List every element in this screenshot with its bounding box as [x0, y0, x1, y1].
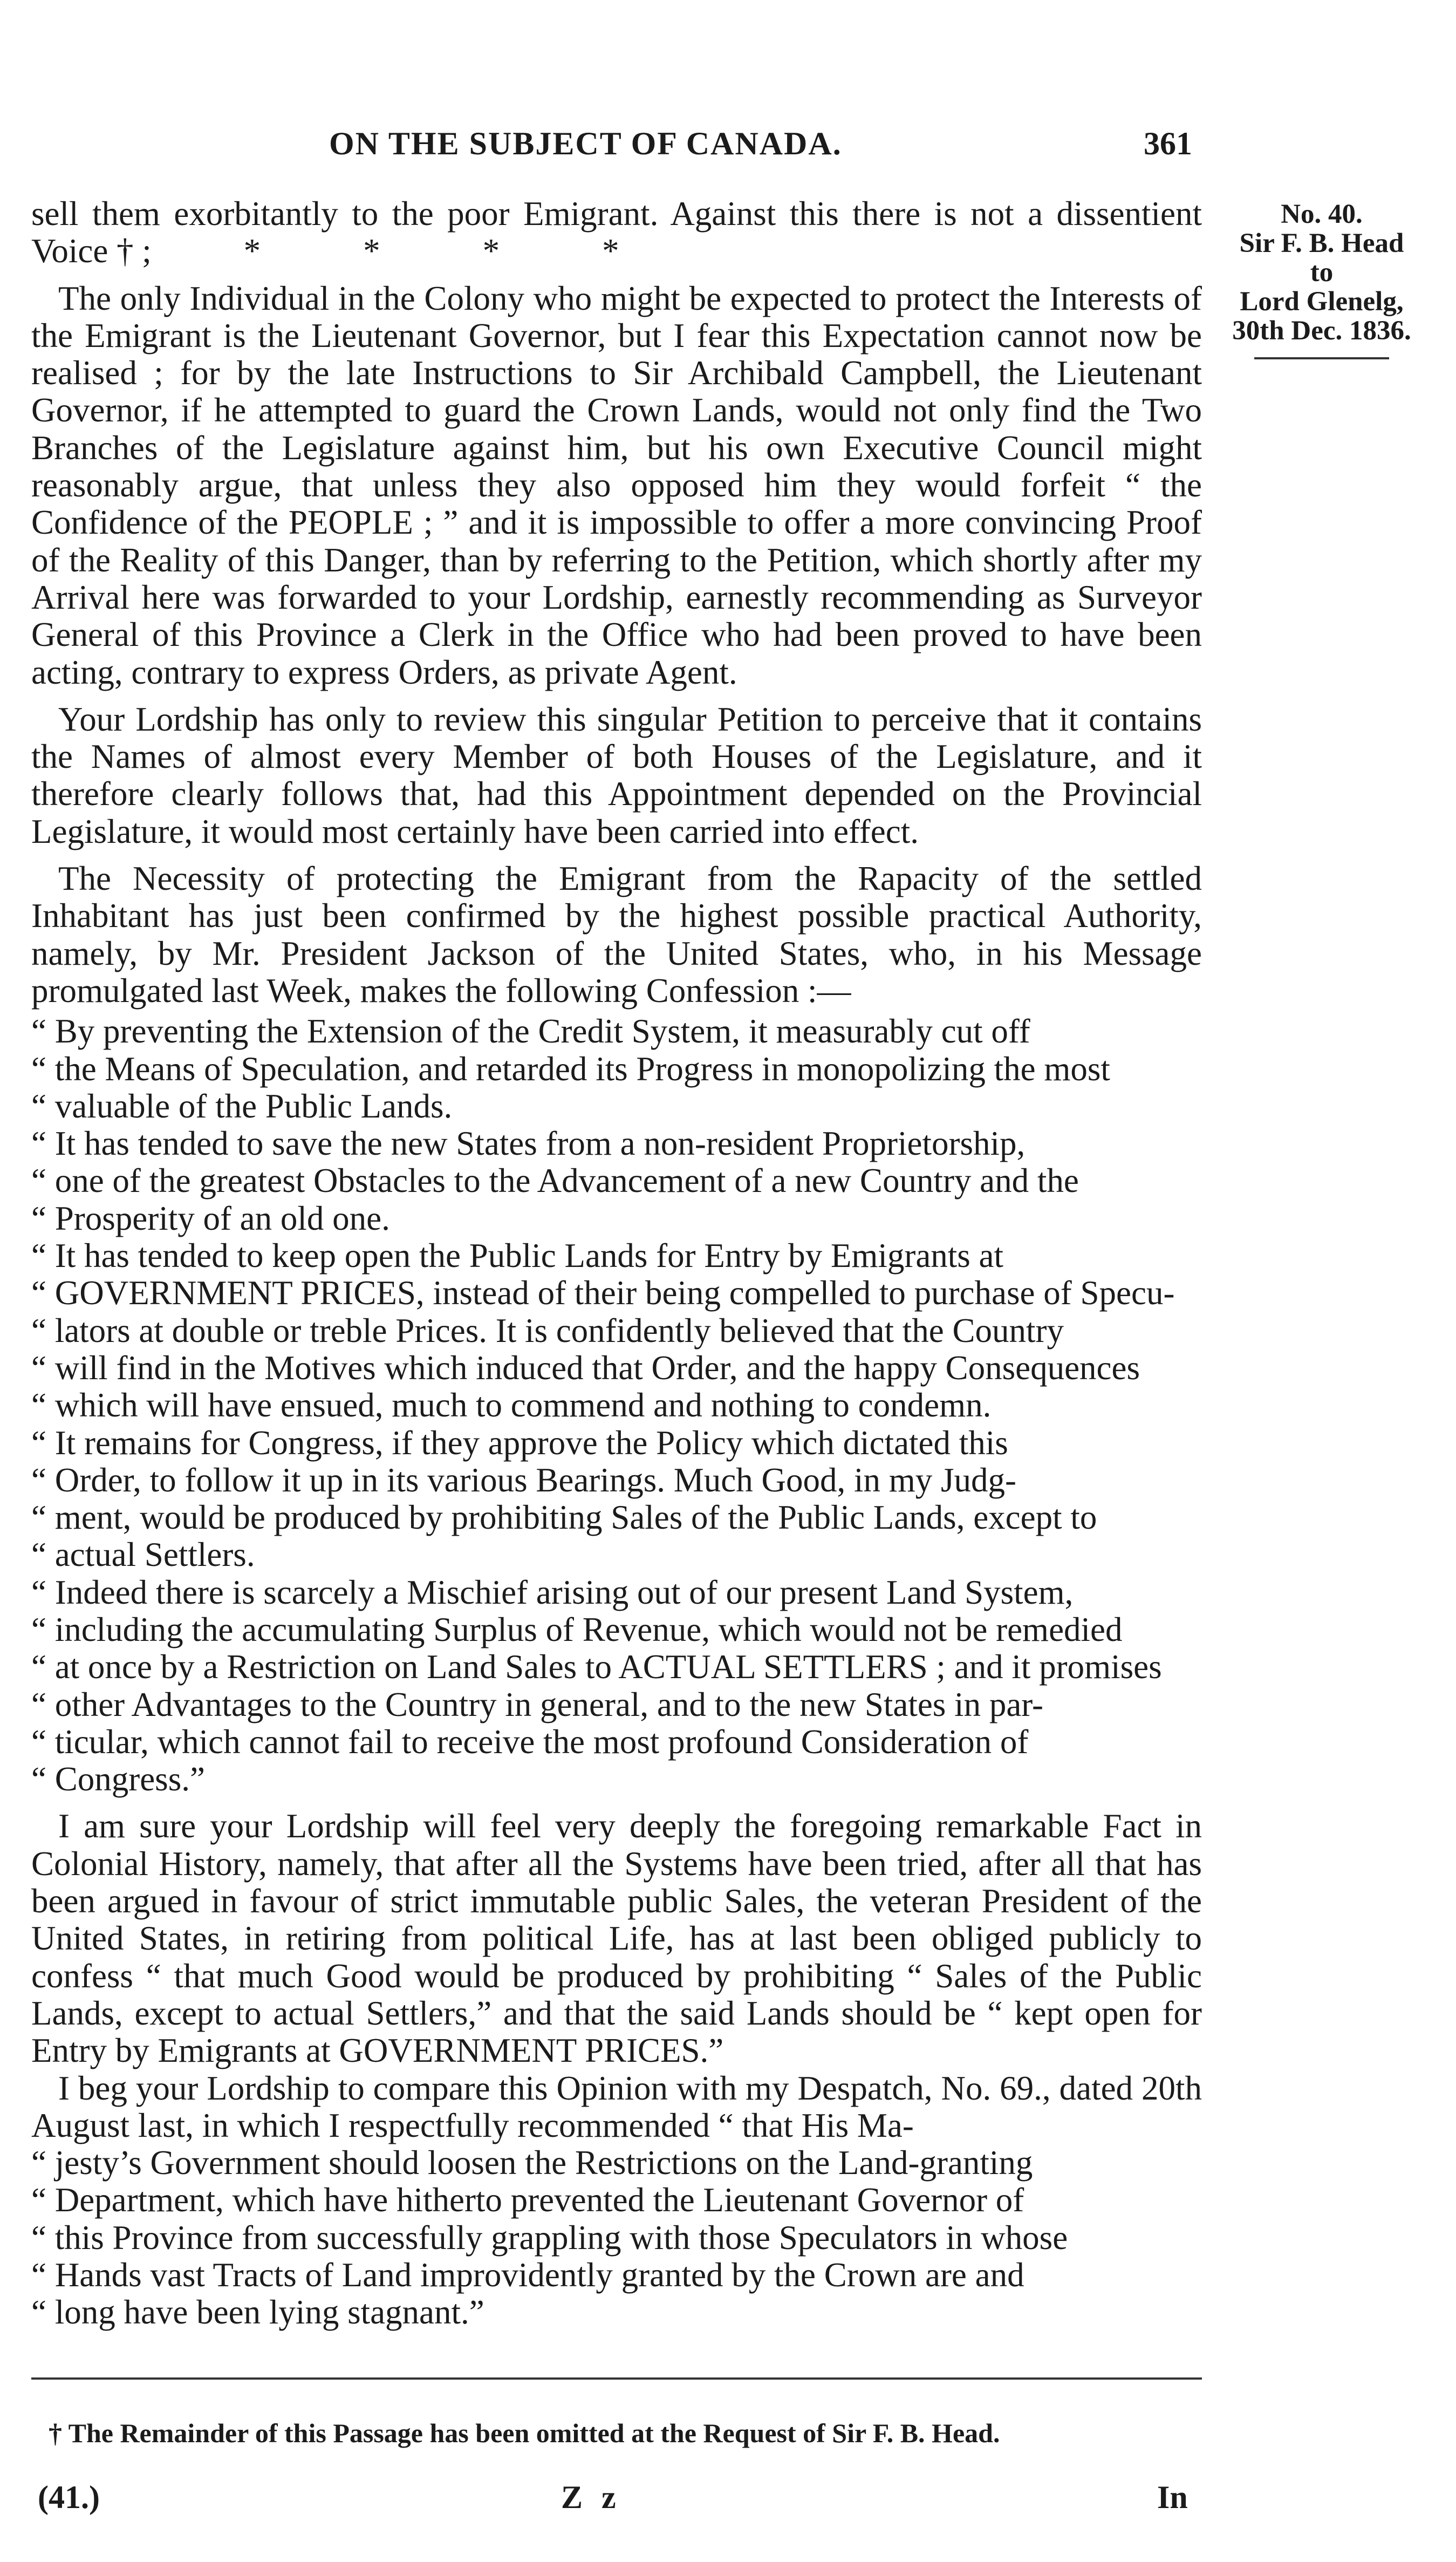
quote-line: “ which will have ensued, much to commend and nothing to condemn.: [31, 1386, 992, 1425]
paragraph-line: I beg your Lordship to compare this Opinion with my Despatch, No. 69., dated 20th August last, in which I respectfully recommended “ that His Ma-: [31, 2069, 1202, 2144]
main-text: [31, 195, 1202, 2332]
quote-line: “ It has tended to keep open the Public Lands for Entry by Emigrants at: [31, 1237, 1004, 1275]
margin-note-rule: [1254, 357, 1389, 359]
quote-line: “ It remains for Congress, if they approve the Policy which dictated this: [31, 1423, 1008, 1462]
quote-line: “ ticular, which cannot fail to receive the most profound Consideration of: [31, 1722, 1029, 1761]
quote-line: “ actual Settlers.: [31, 1536, 255, 1574]
quote-line: “ one of the greatest Obstacles to the Advancement of a new Country and the: [31, 1162, 1079, 1200]
quotation-block: [31, 1013, 1202, 1798]
footnote: † The Remainder of this Passage has been omitted at the Request of Sir F. B. Head.: [49, 2418, 1000, 2448]
paragraph: Your Lordship has only to review this singular Petition to perceive that it contains the Names of almost every Member of both Houses of the Legislature, and it therefore clearly follows that, had this Appointment depended on the Provincial Legislature, it would most certainly have been carried into effect.: [31, 700, 1202, 850]
paragraph: sell them exorbitantly to the poor Emigrant. Against this there is not a dissentient Voice † ; * * * *: [31, 195, 1202, 270]
margin-note-line: Sir F. B. Head: [1239, 228, 1404, 258]
margin-note-line: 30th Dec. 1836.: [1232, 316, 1411, 346]
quote-line: “ other Advantages to the Country in general, and to the new States in par-: [31, 1685, 1043, 1723]
paragraph-line: “ long have been lying stagnant.”: [31, 2293, 484, 2332]
margin-note-line: No. 40.: [1281, 199, 1363, 229]
paragraph: I am sure your Lordship will feel very deeply the foregoing remarkable Fact in Colonial History, namely, that after all the Systems have been tried, after all that has been argued in favour of strict immutable public Sales, the veteran President of the United States, in retiring from political Life, has at last been obliged publicly to confess “ that much Good would be produced by prohibiting “ Sales of the Public Lands, except to actual Settlers,” and that the said Lands should be “ kept open for Entry by Emigrants at GOVERNMENT PRICES.”: [31, 1807, 1202, 2070]
signature-mark: (41.): [38, 2479, 100, 2515]
running-header: [0, 125, 1456, 174]
margin-note-line: Lord Glenelg,: [1240, 287, 1404, 317]
footnote-rule: [31, 2377, 1202, 2380]
margin-note: [1225, 200, 1419, 359]
quote-line: “ ment, would be produced by prohibiting Sales of the Public Lands, except to: [31, 1498, 1097, 1537]
paragraph-line: “ jesty’s Government should loosen the Restrictions on the Land-granting: [31, 2144, 1033, 2182]
sheet-mark: Z z: [561, 2479, 621, 2515]
footer: [0, 2479, 1456, 2522]
quote-line: “ the Means of Speculation, and retarded its Progress in monopolizing the most: [31, 1050, 1110, 1088]
paragraph-line: “ Hands vast Tracts of Land improvidently granted by the Crown are and: [31, 2256, 1024, 2294]
quote-line: “ at once by a Restriction on Land Sales to ACTUAL SETTLERS ; and it promises: [31, 1648, 1162, 1686]
quote-line: “ Order, to follow it up in its various Bearings. Much Good, in my Judg-: [31, 1461, 1017, 1499]
quote-line: “ GOVERNMENT PRICES, instead of their being compelled to purchase of Specu-: [31, 1274, 1175, 1312]
paragraph: [31, 2070, 1202, 2332]
margin-note-line: to: [1310, 257, 1334, 288]
asterisks: * * * *: [243, 232, 619, 270]
paragraph: The only Individual in the Colony who might be expected to protect the Interests of the Emigrant is the Lieutenant Governor, but I fear this Expectation cannot now be realised ; for by the late Instructions to Sir Archibald Campbell, the Lieutenant Governor, if he attempted to guard the Crown Lands, would not only find the Two Branches of the Legislature against him, but his own Executive Council might reasonably argue, that unless they also opposed him they would forfeit “ the Confidence of the PEOPLE ; ” and it is impossible to offer a more convincing Proof of the Reality of this Danger, than by referring to the Petition, which shortly after my Arrival here was forwarded to your Lordship, earnestly recommending as Surveyor General of this Province a Clerk in the Office who had been proved to have been acting, contrary to express Orders, as private Agent.: [31, 279, 1202, 691]
quote-line: “ will find in the Motives which induced that Order, and the happy Consequences: [31, 1348, 1140, 1387]
catchword: In: [1157, 2479, 1188, 2515]
quote-line: “ By preventing the Extension of the Credit System, it measurably cut off: [31, 1012, 1030, 1051]
quote-line: “ Prosperity of an old one.: [31, 1199, 390, 1237]
quote-line: “ Congress.”: [31, 1760, 205, 1798]
page-number: 361: [1144, 126, 1192, 161]
paragraph-line: “ this Province from successfully grappling with those Speculators in whose: [31, 2218, 1068, 2257]
quote-line: “ It has tended to save the new States from a non-resident Proprietorship,: [31, 1125, 1026, 1163]
quote-line: “ valuable of the Public Lands.: [31, 1087, 453, 1125]
quote-line: “ Indeed there is scarcely a Mischief arising out of our present Land System,: [31, 1573, 1074, 1611]
quote-line: “ including the accumulating Surplus of Revenue, which would not be remedied: [31, 1610, 1123, 1648]
quote-line: “ lators at double or treble Prices. It is confidently believed that the Country: [31, 1311, 1064, 1350]
page-title: ON THE SUBJECT OF CANADA.: [329, 126, 842, 161]
paragraph: The Necessity of protecting the Emigrant from the Rapacity of the settled Inhabitant has just been confirmed by the highest possible practical Authority, namely, by Mr. President Jackson of the United States, who, in his Message promulgated last Week, makes the following Confession :—: [31, 860, 1202, 1010]
paragraph-line: “ Department, which have hitherto prevented the Lieutenant Governor of: [31, 2181, 1024, 2219]
